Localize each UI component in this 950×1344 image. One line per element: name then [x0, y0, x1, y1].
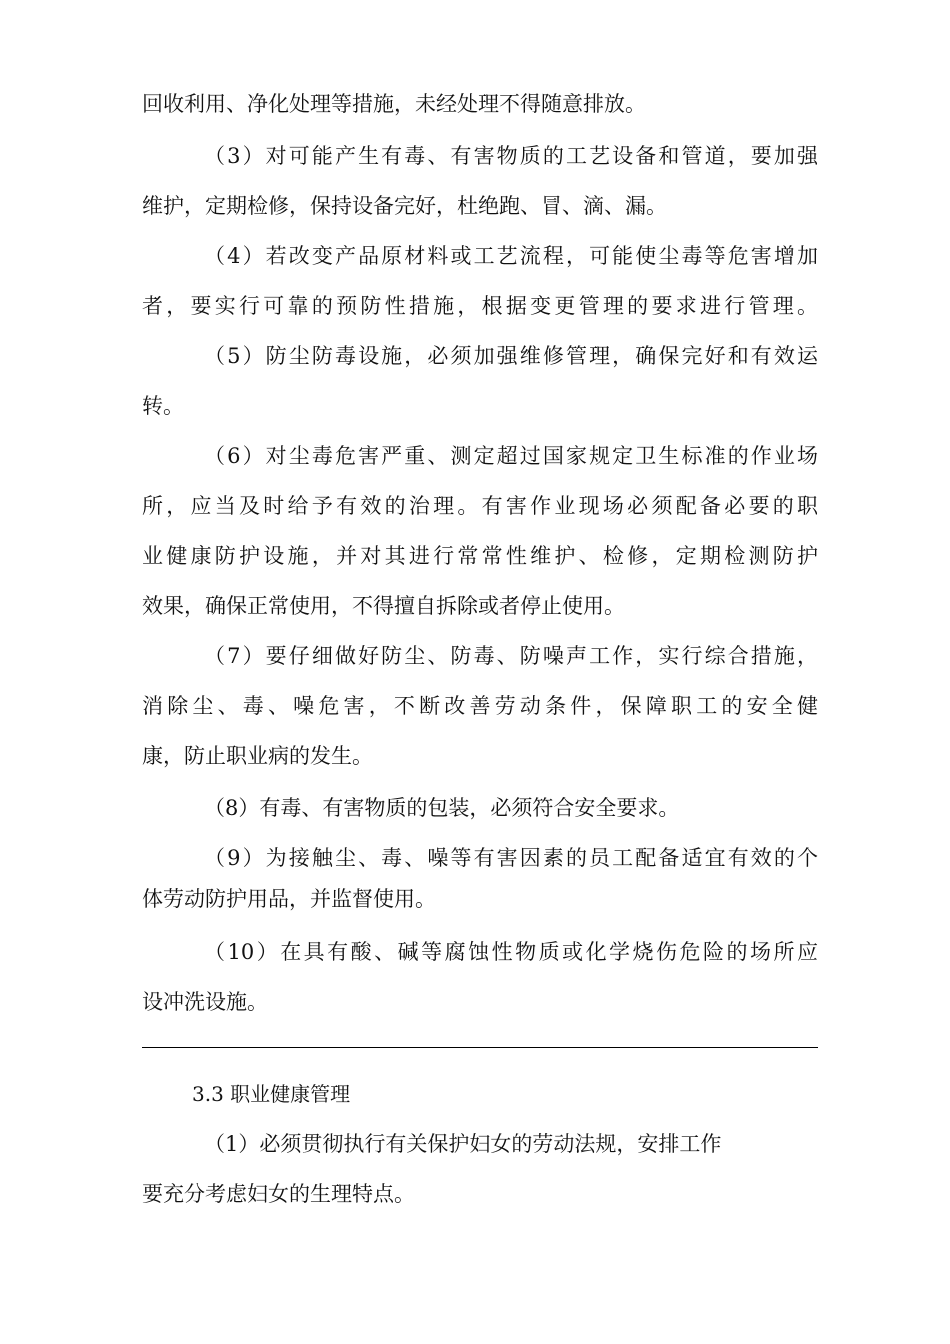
paragraph-line: 要充分考虑妇女的生理特点。 [142, 1182, 415, 1206]
paragraph-line: 者，要实行可靠的预防性措施，根据变更管理的要求进行管理。 [142, 294, 818, 318]
paragraph-line: （1）必须贯彻执行有关保护妇女的劳动法规，安排工作 [204, 1132, 722, 1156]
paragraph-line: 康，防止职业病的发生。 [142, 744, 373, 768]
paragraph-line: 维护，定期检修，保持设备完好，杜绝跑、冒、滴、漏。 [142, 194, 667, 218]
paragraph-line: 回收利用、净化处理等措施，未经处理不得随意排放。 [142, 92, 646, 116]
paragraph-line: 消除尘、毒、噪危害，不断改善劳动条件，保障职工的安全健 [142, 694, 818, 718]
paragraph-line: （10）在具有酸、碱等腐蚀性物质或化学烧伤危险的场所应 [204, 940, 818, 964]
paragraph-line: （3）对可能产生有毒、有害物质的工艺设备和管道，要加强 [204, 144, 818, 168]
paragraph-line: （9）为接触尘、毒、噪等有害因素的员工配备适宜有效的个 [204, 846, 818, 870]
paragraph-line: 转。 [142, 394, 184, 418]
section-heading: 3.3 职业健康管理 [192, 1082, 351, 1106]
paragraph-line: 效果，确保正常使用，不得擅自拆除或者停止使用。 [142, 594, 625, 618]
paragraph-line: 所，应当及时给予有效的治理。有害作业现场必须配备必要的职 [142, 494, 818, 518]
paragraph-line: （5）防尘防毒设施，必须加强维修管理，确保完好和有效运 [204, 344, 818, 368]
paragraph-line: 设冲洗设施。 [142, 990, 268, 1014]
paragraph-line: （8）有毒、有害物质的包装，必须符合安全要求。 [204, 796, 680, 820]
paragraph-line: （6）对尘毒危害严重、测定超过国家规定卫生标准的作业场 [204, 444, 818, 468]
paragraph-line: 体劳动防护用品，并监督使用。 [142, 887, 436, 911]
horizontal-divider [142, 1047, 818, 1048]
paragraph-line: 业健康防护设施，并对其进行常常性维护、检修，定期检测防护 [142, 544, 818, 568]
paragraph-line: （7）要仔细做好防尘、防毒、防噪声工作，实行综合措施， [204, 644, 818, 668]
paragraph-line: （4）若改变产品原材料或工艺流程，可能使尘毒等危害增加 [204, 244, 818, 268]
